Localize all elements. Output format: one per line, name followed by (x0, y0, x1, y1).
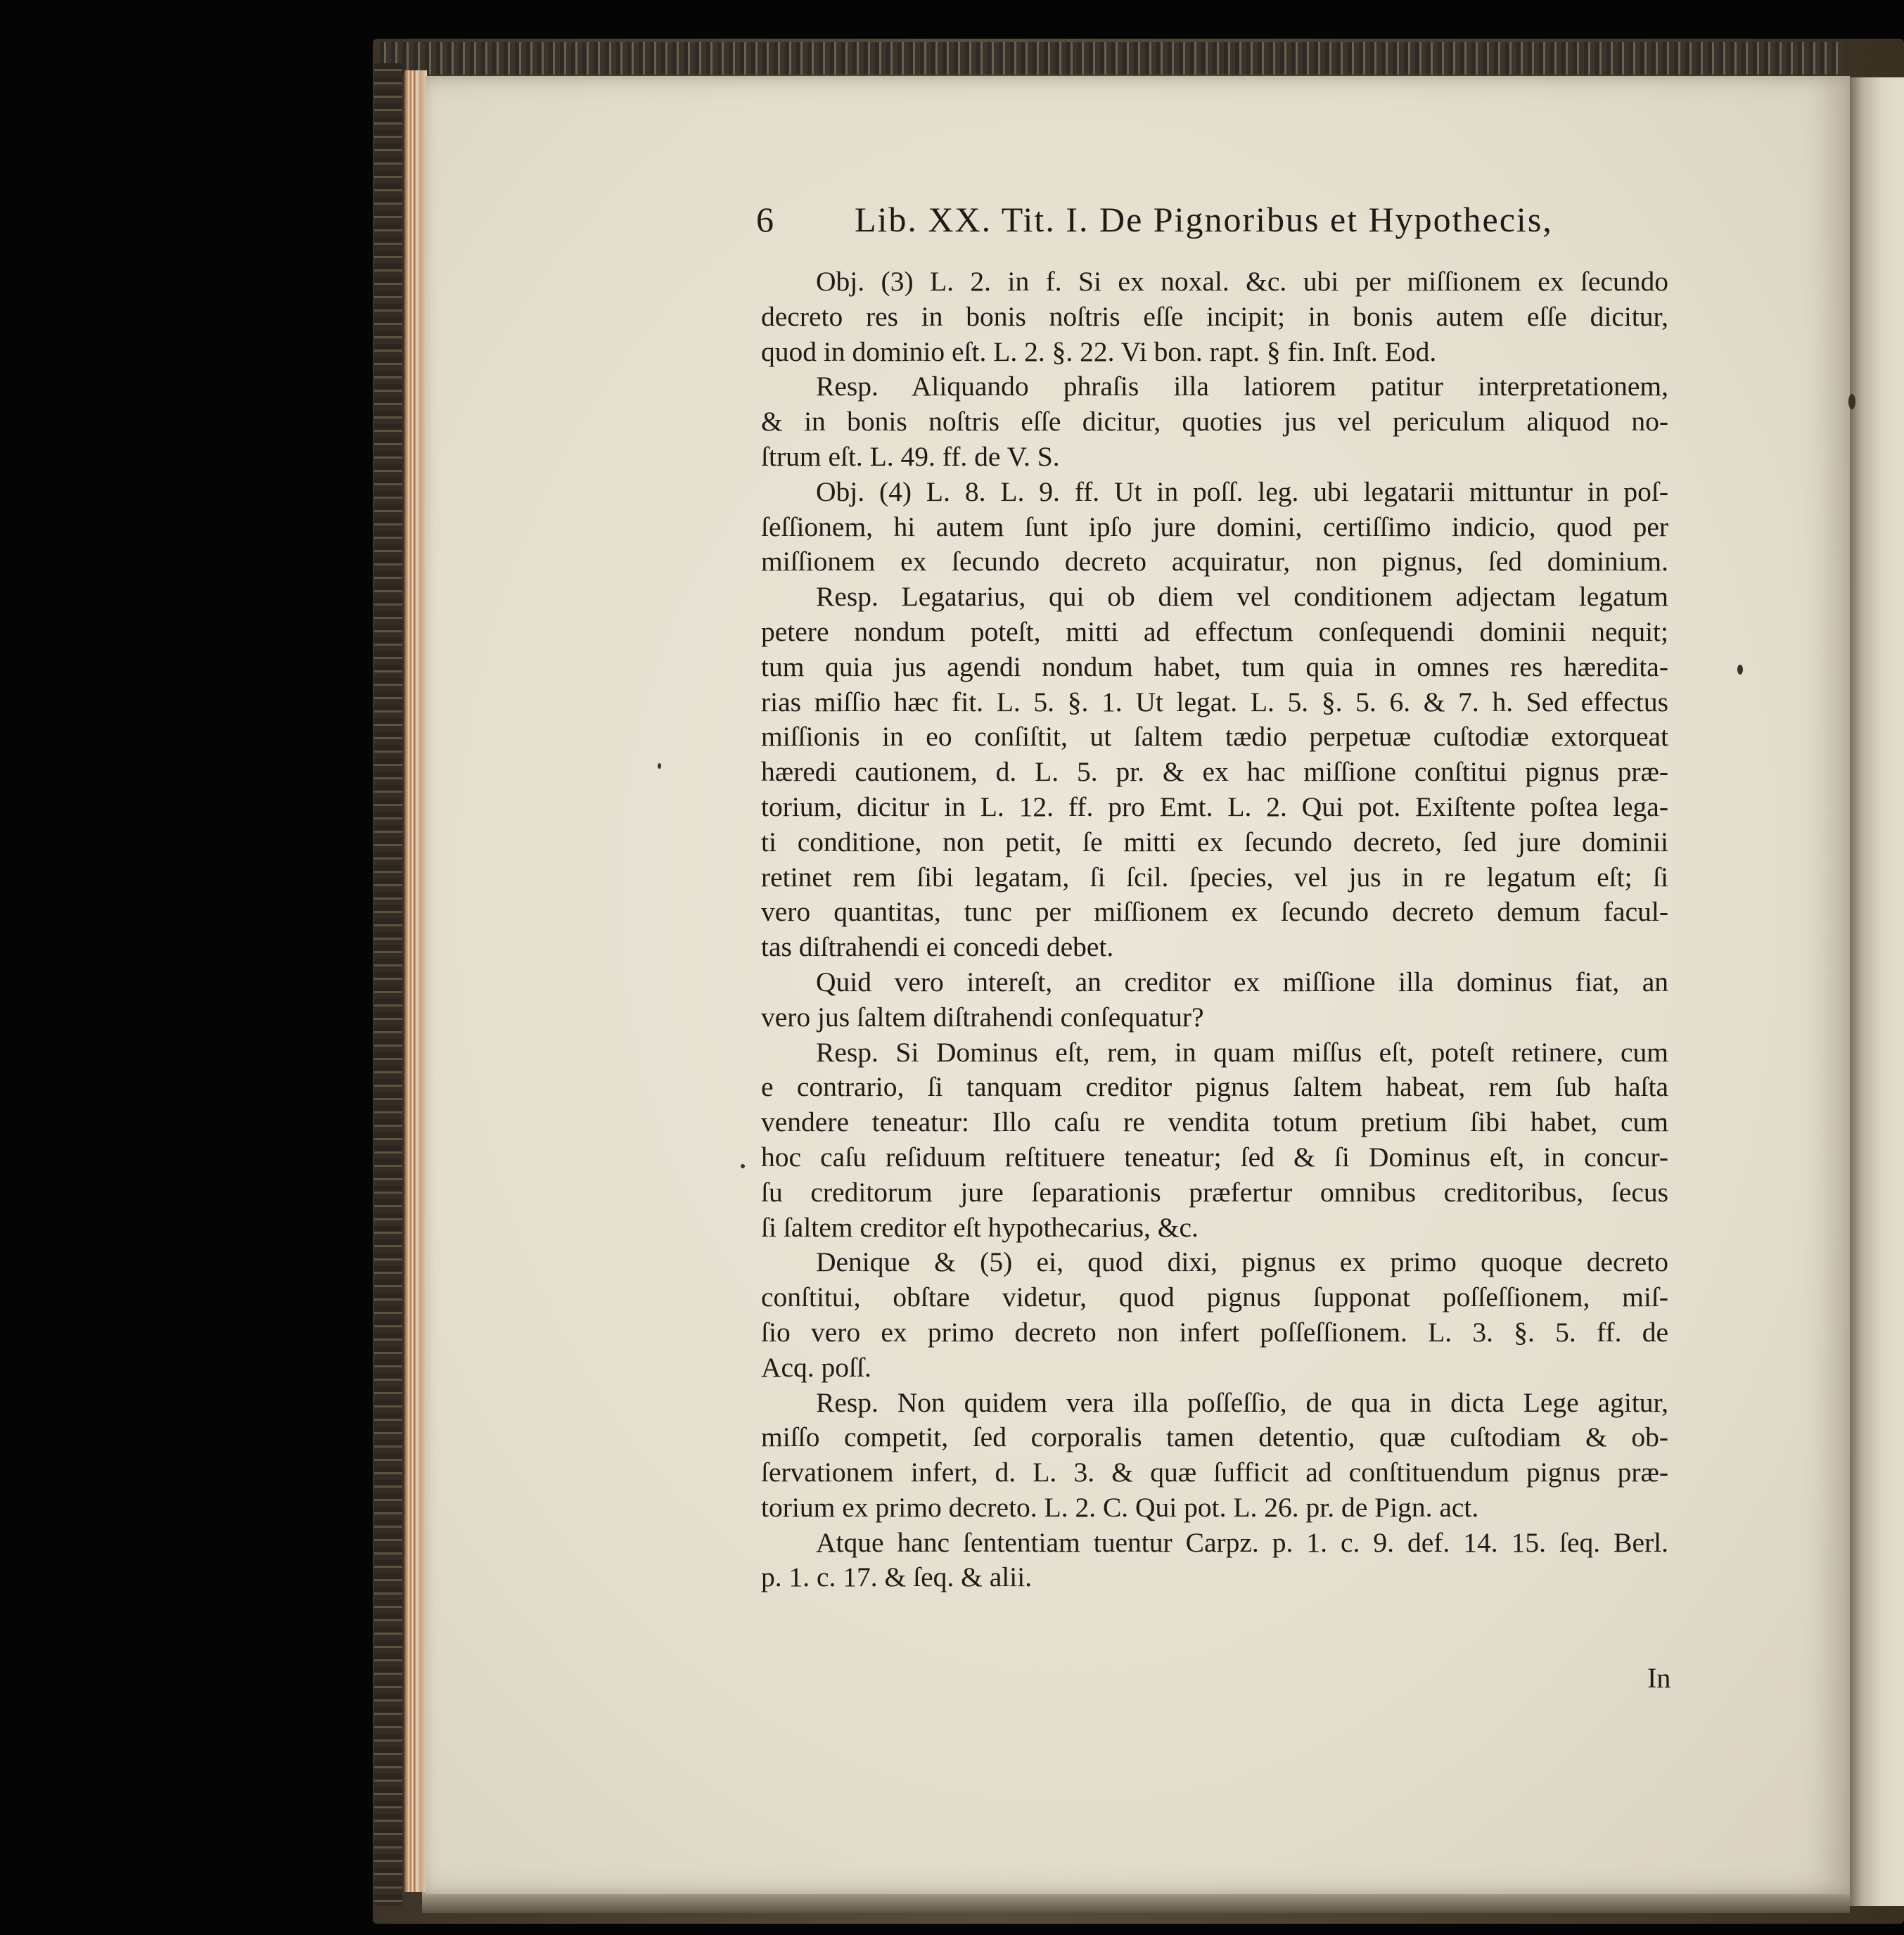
text-line: miſſionis in eo conſiſtit, ut ſaltem tædio perpetuæ cuſtodiæ extorqueat (761, 721, 1668, 753)
text-line: vero jus ſaltem diſtrahendi conſequatur? (761, 1001, 1204, 1033)
text-line: ti conditione, non petit, ſe mitti ex ſecundo decreto, ſed jure dominii (761, 826, 1668, 857)
page-bottom-edge (422, 1892, 1850, 1913)
text-line: vero quantitas, tunc per miſſionem ex ſecundo decreto demum facul- (761, 896, 1668, 928)
page-speck (1848, 394, 1855, 409)
text-line: ſervationem infert, d. L. 3. & quæ ſufficit ad conſtituendum pignus præ- (761, 1457, 1668, 1488)
text-line: hoc caſu reſiduum reſtituere teneatur; ſed & ſi Dominus eſt, in concur- (761, 1141, 1668, 1173)
text-line: hæredi cautionem, d. L. 5. pr. & ex hac miſſione conſtitui pignus præ- (761, 756, 1668, 788)
text-line: & in bonis noſtris eſſe dicitur, quoties jus vel periculum aliquod no- (761, 406, 1668, 438)
text-line: ſi ſaltem creditor eſt hypothecarius, &c. (761, 1211, 1199, 1243)
text-line: torium, dicitur in L. 12. ff. pro Emt. L. 2. Qui pot. Exiſtente poſtea lega- (761, 791, 1668, 822)
text-line: decreto res in bonis noſtris eſſe incipit; in bonis autem eſſe dicitur, (761, 300, 1668, 332)
text-line: Resp. Aliquando phraſis illa latiorem patitur interpretationem, (816, 371, 1668, 402)
text-line: Acq. poſſ. (761, 1351, 871, 1383)
text-line: vendere teneatur: Illo caſu re vendita totum pretium ſibi habet, cum (761, 1106, 1668, 1138)
catchword: In (1647, 1662, 1671, 1694)
text-line: p. 1. c. 17. & ſeq. & alii. (761, 1562, 1033, 1593)
page-stack-edges (404, 70, 427, 1892)
text-line: tas diſtrahendi ei concedi debet. (761, 931, 1114, 963)
text-line: Atque hanc ſententiam tuentur Carpz. p. 1. c. 9. def. 14. 15. ſeq. Berl. (816, 1526, 1668, 1558)
body-text (761, 264, 1668, 1595)
binding-top-edge (380, 42, 1843, 75)
text-line: tum quia jus agendi nondum habet, tum quia in omnes res hæredita- (761, 651, 1668, 682)
text-line: Resp. Si Dominus eſt, rem, in quam miſſus eſt, poteſt retinere, cum (816, 1036, 1668, 1068)
text-line: miſſionem ex ſecundo decreto acquiratur, non pignus, ſed dominium. (761, 546, 1668, 577)
page-number: 6 (756, 200, 775, 239)
text-line: ſio vero ex primo decreto non infert poſſeſſionem. L. 3. §. 5. ff. de (761, 1316, 1668, 1348)
text-line: conſtitui, obſtare videtur, quod pignus ſupponat poſſeſſionem, miſ- (761, 1282, 1668, 1313)
facing-page-edge (1848, 77, 1904, 1906)
text-line: rias miſſio hæc fit. L. 5. §. 1. Ut legat. L. 5. §. 5. 6. & 7. h. Sed effectus (761, 686, 1668, 717)
text-line: Obj. (4) L. 8. L. 9. ff. Ut in poſſ. leg. ubi legatarii mittuntur in poſ- (816, 475, 1668, 507)
text-line: Resp. Non quidem vera illa poſſeſſio, de qua in dicta Lege agitur, (816, 1386, 1668, 1418)
binding-spine-edge (374, 63, 402, 1906)
text-line: Resp. Legatarius, qui ob diem vel conditionem adjectam legatum (816, 581, 1668, 613)
text-line: Obj. (3) L. 2. in f. Si ex noxal. &c. ubi per miſſionem ex ſecundo (816, 266, 1668, 297)
text-line: ſeſſionem, hi autem ſunt ipſo jure domini, certiſſimo indicio, quod per (761, 511, 1668, 542)
page-speck (741, 1164, 745, 1168)
text-line: ſtrum eſt. L. 49. ff. de V. S. (761, 440, 1060, 472)
text-line: quod in dominio eſt. L. 2. §. 22. Vi bon. rapt. § fin. Inſt. Eod. (761, 336, 1437, 367)
text-line: e contrario, ſi tanquam creditor pignus ſaltem habeat, rem ſub haſta (761, 1071, 1668, 1103)
page-speck (658, 763, 661, 769)
running-head (756, 199, 1576, 241)
text-line: torium ex primo decreto. L. 2. C. Qui pot. L. 26. pr. de Pign. act. (761, 1491, 1479, 1523)
text-line: ſu creditorum jure ſeparationis præfertur omnibus creditoribus, ſecus (761, 1176, 1668, 1208)
running-title: Lib. XX. Tit. I. De Pignoribus et Hypothecis, (855, 200, 1553, 239)
text-line: petere nondum poteſt, mitti ad effectum conſequendi dominii nequit; (761, 615, 1668, 647)
text-line: Quid vero intereſt, an creditor ex miſſione illa dominus fiat, an (816, 966, 1668, 997)
text-line: retinet rem ſibi legatam, ſi ſcil. ſpecies, vel jus in re legatum eſt; ſi (761, 861, 1668, 893)
page-speck (1737, 665, 1743, 675)
text-line: miſſo competit, ſed corporalis tamen detentio, quæ cuſtodiam & ob- (761, 1422, 1668, 1453)
text-line: Denique & (5) ei, quod dixi, pignus ex primo quoque decreto (816, 1246, 1668, 1278)
